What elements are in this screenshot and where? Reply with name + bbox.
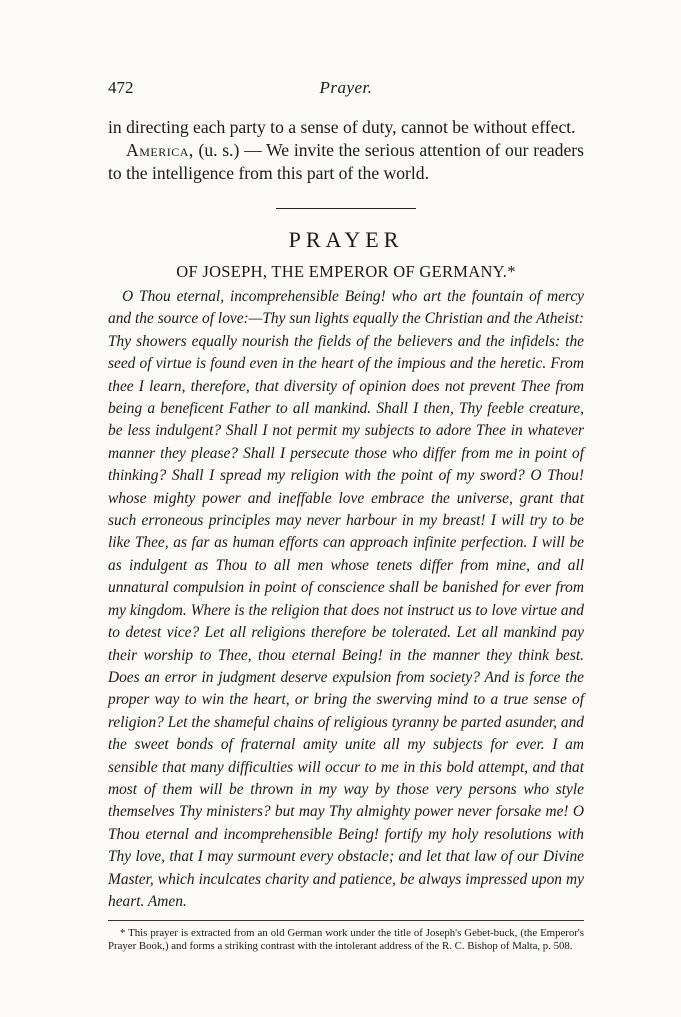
prayer-body <box>108 286 584 913</box>
prayer-paragraph: O Thou eternal, incomprehensible Being! who art the fountain of mercy and the source of love:—Thy sun lights equally the Christian and the Atheist: Thy showers equally nourish the fields of the believers and the infidels: the seed of virtue is found even in the heart of the impious and the heretic. From thee I learn, therefore, that diversity of opinion does not prevent Thee from being a beneficent Father to all mankind. Shall I then, Thy feeble creature, be less indulgent? Shall I not permit my subjects to adore Thee in whatever manner they please? Shall I persecute those who differ from me in point of thinking? Shall I spread my religion with the point of my sword? O Thou! whose mighty power and ineffable love embrace the universe, grant that such erroneous principles may never harbour in my breast! I will try to be like Thee, as far as human efforts can approach infinite perfection. I will be as indulgent as Thou to all men whose tenets differ from mine, and all unnatural compulsion in point of conscience shall be banished for ever from my kingdom. Where is the religion that does not instruct us to love virtue and to detest vice? Let all religions therefore be tolerated. Let all mankind pay their worship to Thee, thou eternal Being! in the manner they think best. Does an error in judgment deserve expulsion from society? And is force the proper way to win the heart, or bring the swerving mind to a true sense of religion? Let the shameful chains of religious tyranny be parted asunder, and the sweet bonds of fraternal amity unite all my subjects for ever. I am sensible that many difficulties will occur to me in this bold attempt, and that most of them will be thrown in my way by those very persons who style themselves Thy ministers? but may Thy almighty power never forsake me! O Thou eternal and incomprehensible Being! fortify my holy resolutions with Thy love, that I may surmount every obstacle; and let that law of our Divine Master, which inculcates charity and patience, be always impressed upon my heart. Amen. <box>108 288 584 910</box>
article-subtitle: OF JOSEPH, THE EMPEROR OF GERMANY.* <box>176 262 516 281</box>
entry-text: (u. s.) — We invite the serious attention of our readers to the intelligence from this part of the world. <box>108 140 584 183</box>
book-page <box>108 76 584 952</box>
article-title: PRAYER <box>288 227 404 252</box>
section-divider <box>276 208 416 209</box>
running-title: Prayer. <box>319 78 373 97</box>
footnote-rule <box>108 920 584 921</box>
entry-label: America, <box>126 140 194 160</box>
previous-article <box>108 116 584 185</box>
page-header <box>108 76 584 102</box>
footnote <box>108 927 584 952</box>
footnote-text: * This prayer is extracted from an old German work under the title of Joseph's Gebet-buck, (the Emperor's Prayer Book,) and forms a striking contrast with the intolerant address of the R. C. Bishop of Malta, p. 508. <box>108 927 584 952</box>
page-number: 472 <box>108 78 134 97</box>
america-paragraph <box>108 139 584 185</box>
continuation-paragraph: in directing each party to a sense of duty, cannot be without effect. <box>108 117 576 137</box>
